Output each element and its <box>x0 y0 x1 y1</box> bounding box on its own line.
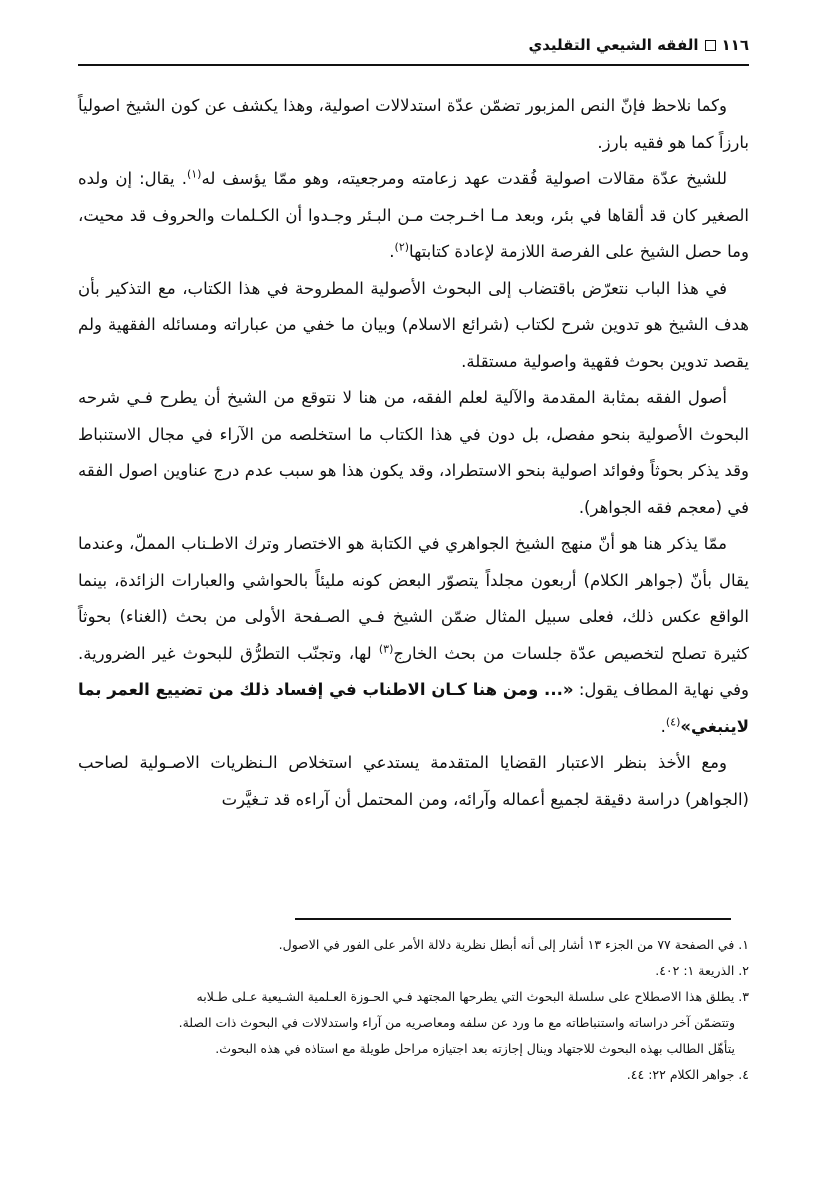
paragraph-5 <box>78 526 749 745</box>
paragraph-5-text-b: لها، وتجنّب التطرُّق للبحوث غير الضرورية. وفي نهاية المطاف يقول: <box>78 643 749 699</box>
paragraph-2-end: . <box>389 242 395 261</box>
quote-bold: «... ومن هنا كـان الاطناب في إفساد ذلك من تضييع العمر بما لاينبغي» <box>78 680 749 736</box>
paragraph-3: في هذا الباب نتعرّض باقتضاب إلى البحوث الأصولية المطروحة في هذا الكتاب، مع التذكير بأن هدف الشيخ هو تدوين شرح لكتاب (شرائع الاسلام) وبيان ما خفي من عباراته ومسائله الفقهية ولم يقصد تدوين بحوث فقهية واصولية مستقلة. <box>78 278 749 371</box>
footnote-rule <box>295 918 731 920</box>
page-number: ١١٦ <box>721 36 749 54</box>
footnote-ref-4: (٤) <box>665 715 681 728</box>
paragraph-2-text-b: . يقال: إن ولده الصغير كان قد ألقاها في بئر، وبعد مـا اخـرجت مـن البـئر وجـدوا أن الكـلمات والحروف قد محيت، وما حصل الشيخ على الفرصة اللازمة لإعادة كتابتها <box>78 169 749 261</box>
paragraph-4: أصول الفقه بمثابة المقدمة والآلية لعلم الفقه، من هنا لا نتوقع من الشيخ أن يطرح فـي شرحه البحوث الأصولية بنحو مفصل، بل دون في هذا الكتاب ما استخلصه من الآراء في مجال الاستنباط وقد يذكر بحوثاً وفوائد اصولية بنحو الاستطراد، وقد يكون هذا هو سبب عدم درج عناوين اصول الفقه في (معجم فقه الجواهر). <box>78 388 749 517</box>
footnote-ref-3: (٣) <box>378 642 394 655</box>
footnote-1: ١. في الصفحة ٧٧ من الجزء ١٣ أشار إلى أنه أبطل نظرية دلالة الأمر على الفور في الاصول. <box>278 937 749 952</box>
footnote-3-line-3: يتأهّل الطالب بهذه البحوث للاجتهاد وينال إجازته بعد اجتيازه مراحل طويلة مع استاذه في هذه البحوث. <box>215 1041 735 1056</box>
header-rule <box>78 64 749 66</box>
paragraph-1: وكما نلاحظ فإنّ النص المزبور تضمّن عدّة استدلالات اصولية، وهذا يكشف عن كون الشيخ اصولياً بارزاً كما هو فقيه بارز. <box>78 96 749 152</box>
footnote-ref-2: (٢) <box>394 240 410 254</box>
footnote-4: ٤. جواهر الكلام ٢٢: ٤٤. <box>626 1067 749 1082</box>
footnote-3-line-2: وتتضمّن آخر دراساته واستنباطاته مع ما ورد عن سلفه ومعاصريه من آراء واستدلالات في البحوث ذات الصلة. <box>178 1015 735 1030</box>
footnote-2: ٢. الذريعة ١: ٤٠٢. <box>655 963 749 978</box>
main-text <box>78 88 749 818</box>
paragraph-2 <box>78 161 749 271</box>
paragraph-5-end: . <box>660 716 666 736</box>
book-title: الفقه الشيعي التقليدي <box>528 36 699 54</box>
footnote-ref-1: (١) <box>186 167 202 181</box>
footnotes <box>78 932 749 1088</box>
paragraph-5-text-a: ممّا يذكر هنا هو أنّ منهج الشيخ الجواهري في الكتابة هو الاختصار وترك الاطـناب المملّ، وعندما يقال بأنّ (جواهر الكلام) أربعون مجلداً يتصوّر البعض كونه مليئاً بالحواشي والعبارات الزائدة، بينما الواقع عكس ذلك، فعلى سبيل المثال ضمّن الشيخ فـي الصـفحة الأولى من بحث (الغناء) بحوثاً كثيرة تصلح لتخصيص عدّة جلسات من بحث الخارج <box>78 534 750 663</box>
paragraph-6: ومع الأخذ بنظر الاعتبار القضايا المتقدمة يستدعي استخلاص الـنظريات الاصـولية لصاحب (الجواهر) دراسة دقيقة لجميع أعماله وآرائه، ومن المحتمل أن آراءه قد تـغيَّرت <box>78 753 749 809</box>
square-separator-icon <box>705 40 716 51</box>
running-header <box>78 36 749 62</box>
footnote-3: ٣. يطلق هذا الاصطلاح على سلسلة البحوث التي يطرحها المجتهد فـي الحـوزة العـلمية الشـيعية عـلى طـلابه <box>196 989 749 1004</box>
paragraph-2-text-a: للشيخ عدّة مقالات اصولية فُقدت عهد زعامته ومرجعيته، وهو ممّا يؤسف له <box>201 169 728 188</box>
